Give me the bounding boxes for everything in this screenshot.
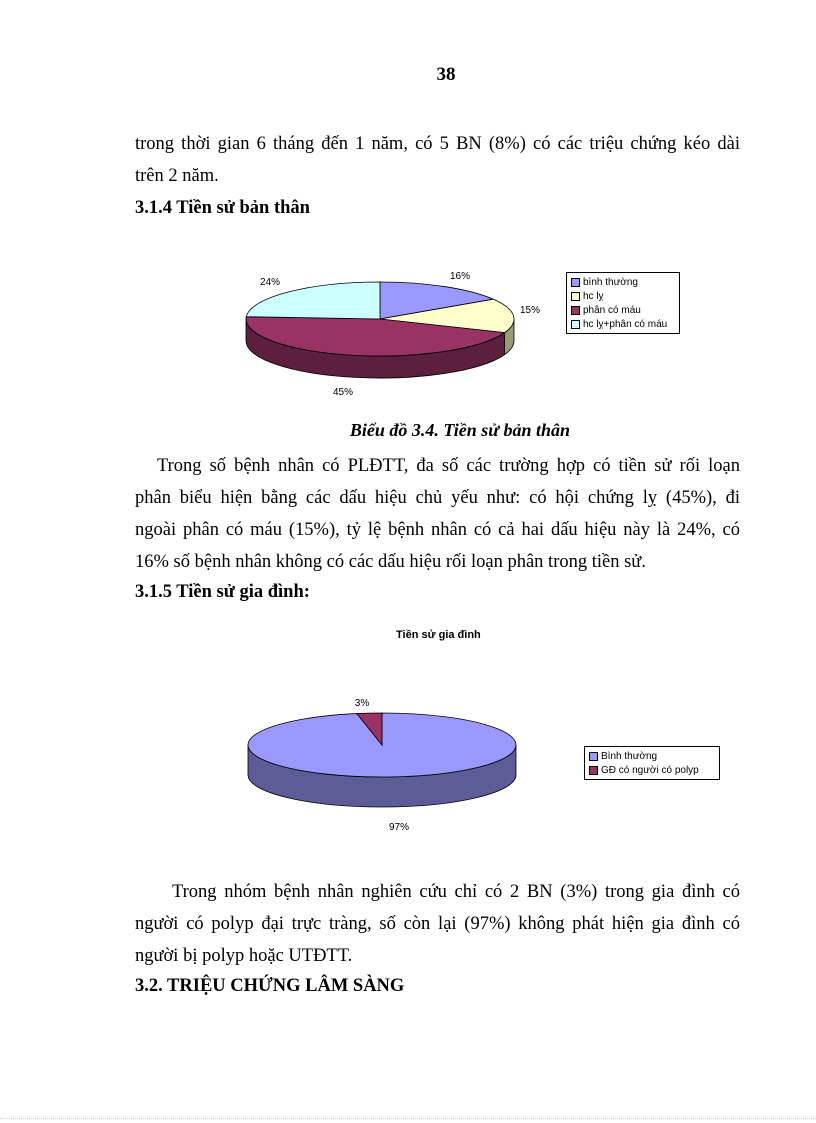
paragraph-line: Trong nhóm bệnh nhân nghiên cứu chỉ có 2 BN (3%) trong gia đình có <box>172 882 740 902</box>
paragraph-line: phân biểu hiện bằng các dấu hiệu chủ yếu như: có hội chứng lỵ (45%), đi <box>135 488 740 508</box>
figure-caption: Biểu đồ 3.4. Tiền sử bản thân <box>349 420 571 440</box>
page-bottom-rule <box>0 1118 816 1119</box>
paragraph-line: trên 2 năm. <box>135 166 219 186</box>
legend-swatch <box>571 278 580 287</box>
legend-swatch <box>589 766 598 775</box>
paragraph-2 <box>135 450 740 578</box>
paragraph-line: Trong số bệnh nhân có PLĐTT, đa số các trường hợp có tiền sử rối loạn <box>157 456 740 476</box>
chart-legend-personal-history <box>566 272 680 334</box>
legend-item <box>571 289 675 303</box>
legend-label: hc lỵ+phân có máu <box>583 318 668 330</box>
pie-chart-family-history <box>230 690 580 840</box>
paragraph-line: trong thời gian 6 tháng đến 1 năm, có 5 BN (8%) có các triệu chứng kéo dài <box>135 134 740 154</box>
legend-label: GĐ có người có polyp <box>601 764 699 776</box>
legend-swatch <box>571 306 580 315</box>
section-heading-3-1-4: 3.1.4 Tiền sử bản thân <box>135 198 310 218</box>
section-heading-3-1-5: 3.1.5 Tiền sử gia đình: <box>135 582 310 602</box>
chart-title: Tiền sử gia đình <box>396 629 481 641</box>
legend-label: Bình thường <box>601 750 658 762</box>
legend-swatch <box>571 320 580 329</box>
paragraph-line: người có polyp đại trực tràng, số còn lại (97%) không phát hiện gia đình có <box>135 914 740 934</box>
paragraph-line: ngoài phân có máu (15%), tỷ lệ bệnh nhân có cả hai dấu hiệu này là 24%, có <box>135 520 740 540</box>
section-heading-3-2: 3.2. TRIỆU CHỨNG LÂM SÀNG <box>135 976 405 996</box>
paragraph-line: 16% số bệnh nhân không có các dấu hiệu rối loạn phân trong tiền sử. <box>135 552 646 572</box>
chart-legend-family-history <box>584 746 720 780</box>
legend-item <box>589 763 715 777</box>
legend-swatch <box>571 292 580 301</box>
legend-label: bình thường <box>583 276 638 288</box>
page-number: 38 <box>436 64 456 85</box>
pie-data-label: 3% <box>354 698 370 709</box>
paragraph-1 <box>135 128 740 192</box>
legend-item <box>571 275 675 289</box>
pie-data-label: 45% <box>332 387 354 398</box>
pie-data-label: 16% <box>449 271 471 282</box>
legend-item <box>589 749 715 763</box>
paragraph-3 <box>135 876 740 972</box>
pie-data-label: 97% <box>388 822 410 833</box>
pie-data-label: 24% <box>259 277 281 288</box>
legend-label: phân có máu <box>583 304 641 316</box>
legend-item <box>571 303 675 317</box>
pie-data-label: 15% <box>519 305 541 316</box>
legend-label: hc lỵ <box>583 290 604 302</box>
legend-item <box>571 317 675 331</box>
paragraph-line: người bị polyp hoặc UTĐTT. <box>135 946 353 966</box>
legend-swatch <box>589 752 598 761</box>
